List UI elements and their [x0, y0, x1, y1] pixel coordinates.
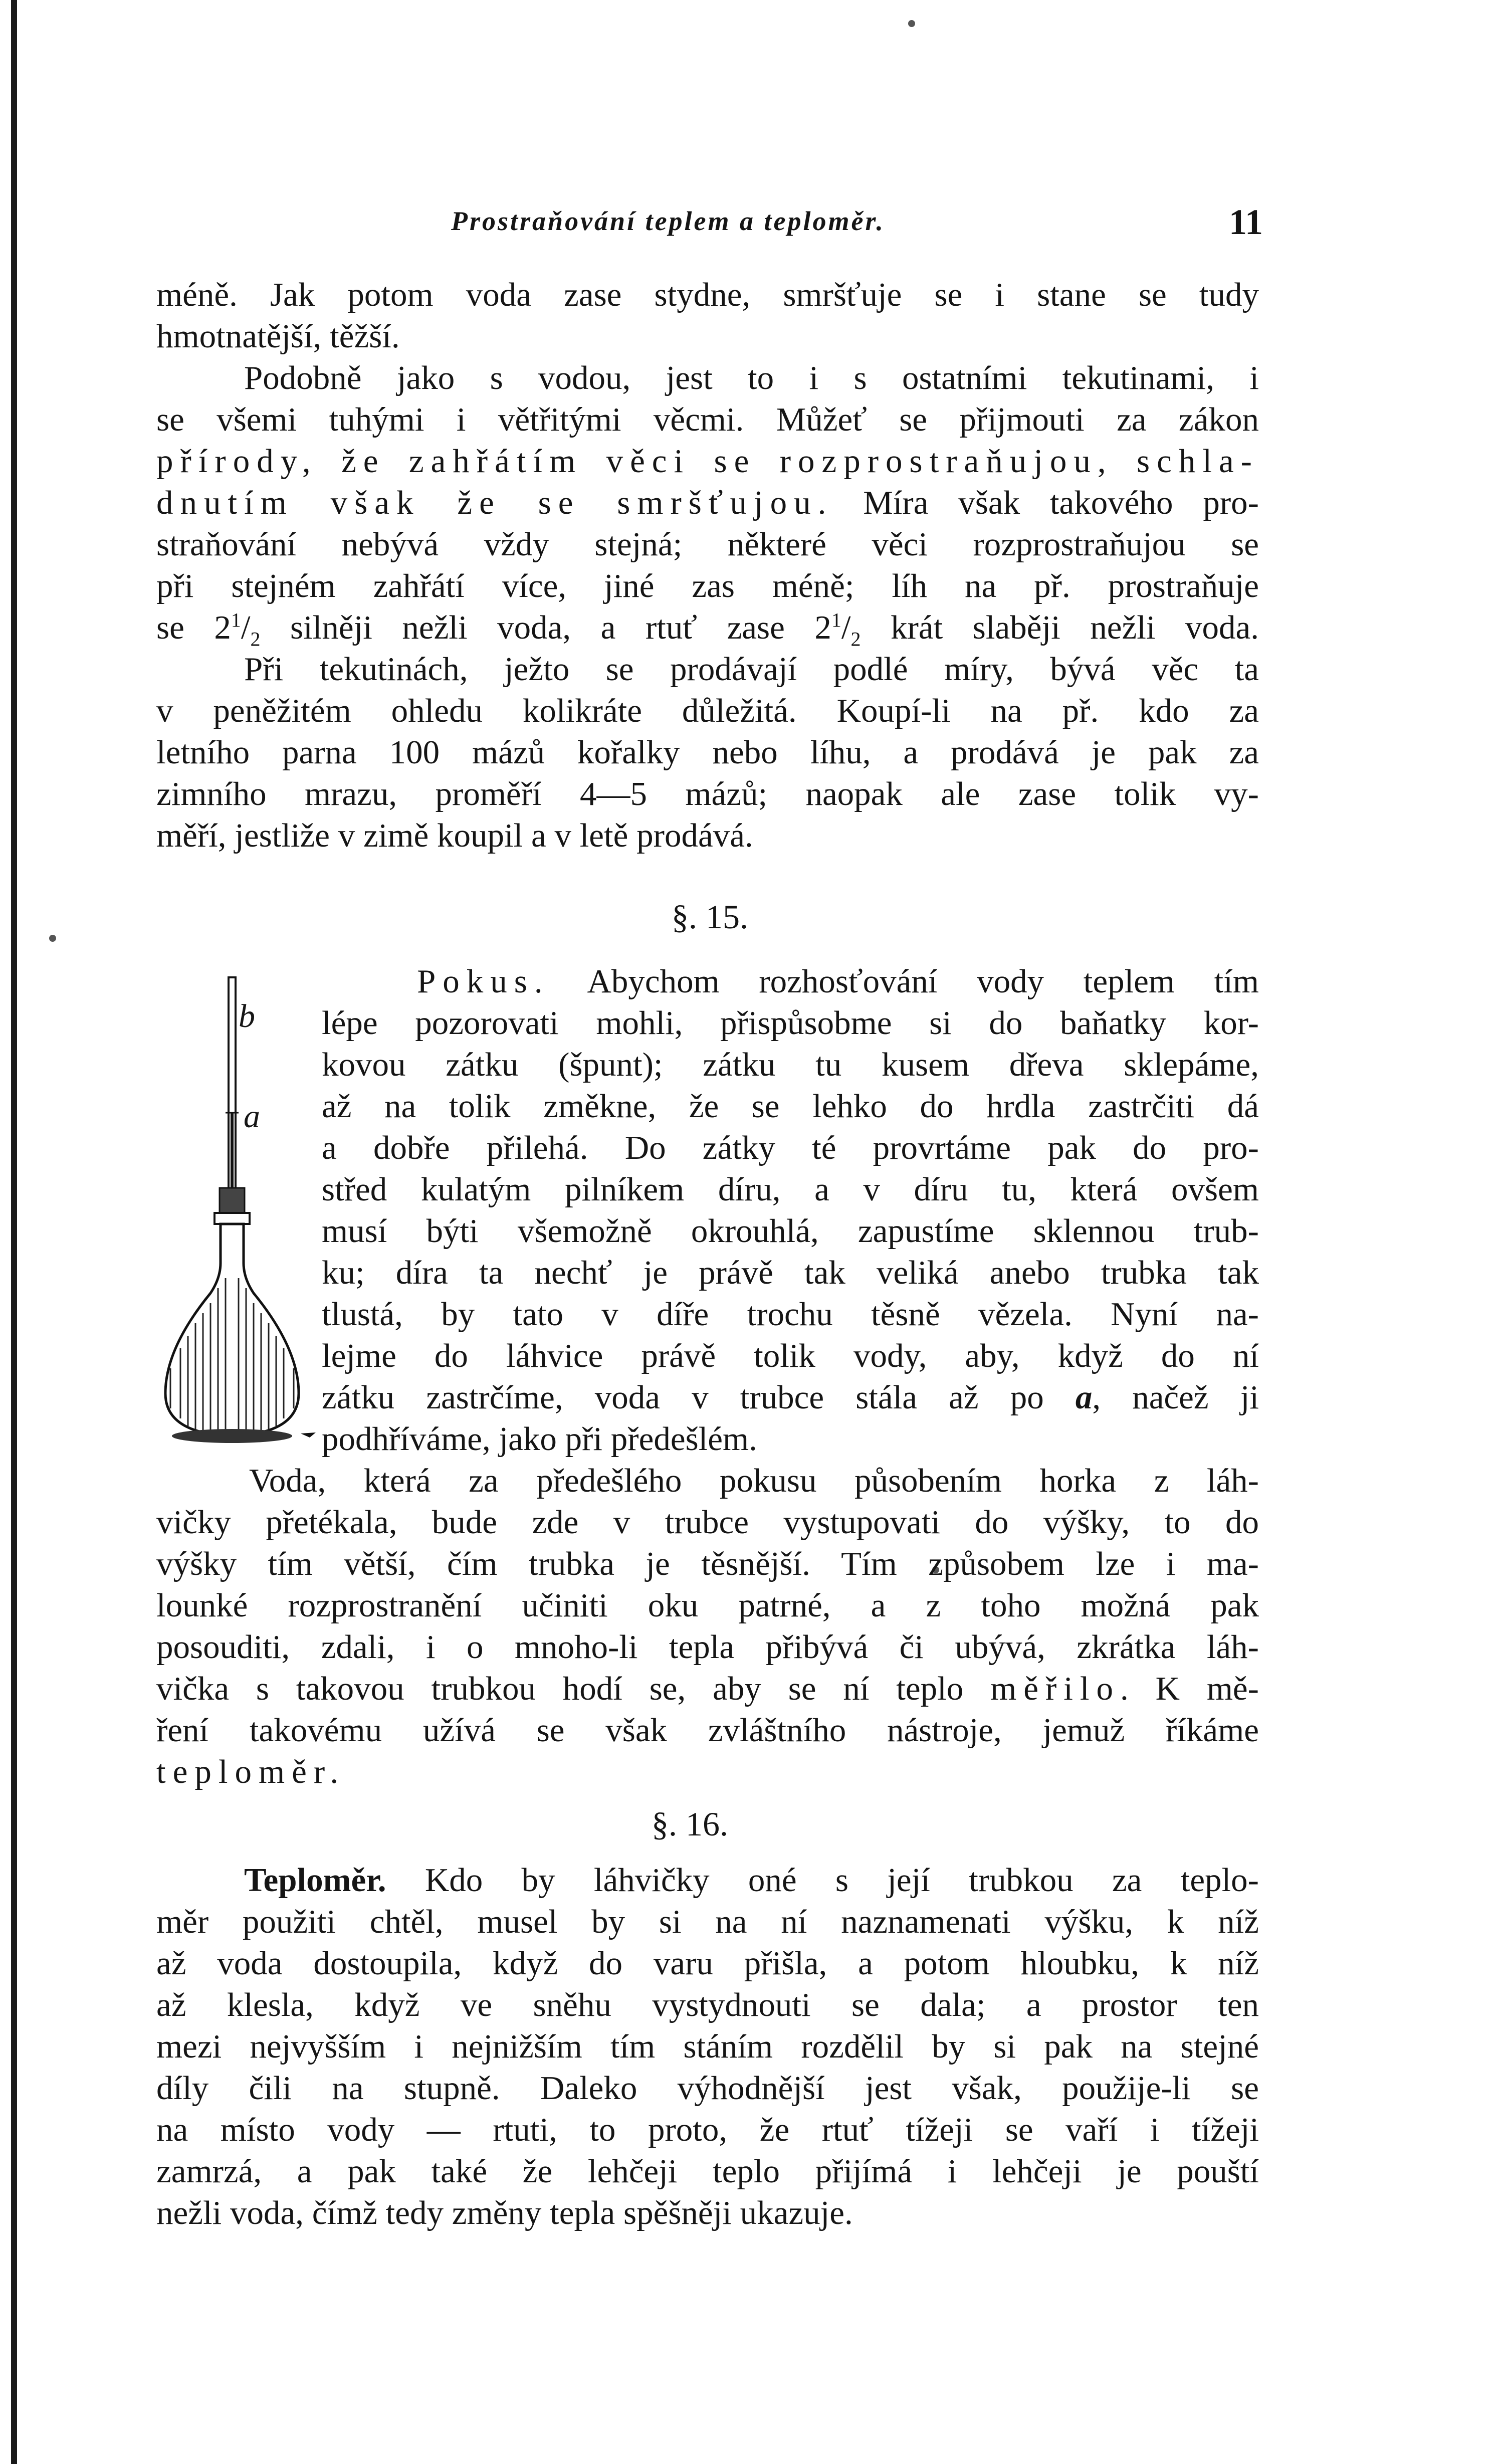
text-line: tlustá, by tato v díře trochu těsně vězela. Nyní na- [322, 1296, 1259, 1333]
text-line: až voda dostoupila, když do varu přišla, a potom hloubku, k níž [156, 1945, 1259, 1982]
flask-illustration [150, 967, 321, 1454]
flask-rim [214, 1213, 250, 1224]
text-line: výšky tím větší, čím trubka je těsnější. Tím způsobem lze i ma- [156, 1545, 1259, 1582]
text-line: musí býti všemožně okrouhlá, zapustíme sklennou trub- [322, 1212, 1259, 1250]
section-16-body [156, 1860, 1259, 2234]
flask-figure [150, 967, 321, 1454]
text-line: lépe pozorovati mohli, přispůsobme si do baňatky kor- [322, 1004, 1259, 1042]
text-line: dnutím však že se smršťujou. Míra však takového pro- [156, 484, 1259, 521]
text-line: podhříváme, jako při předešlém. [322, 1420, 757, 1458]
text-line: zátku zastrčíme, voda v trubce stála až po a, načež ji [322, 1379, 1259, 1416]
text-line: ření takovému užívá se však zvláštního nástroje, jemuž říkáme [156, 1712, 1259, 1749]
text-line: Při tekutinách, ježto se prodávají podlé míry, bývá věc ta [244, 651, 1259, 688]
flask-body [165, 1224, 299, 1436]
spaced-phrase: dnutím však že se smršťujou. [156, 484, 833, 521]
text-line-fraction: se $2^1/_2$ silněji nežli voda, a rtuť zase $2^1/_2$ krát slaběji nežli voda. [156, 608, 1259, 651]
merilo-word: měřilo [990, 1670, 1121, 1707]
text-line: Teploměr. Kdo by láhvičky oné s její trubkou za teplo- [244, 1862, 1259, 1899]
text-line: vička s takovou trubkou hodí se, aby se ní teplo měřilo. K mě- [156, 1670, 1259, 1707]
flask-base [172, 1429, 292, 1443]
text-line: lounké rozprostranění učiniti oku patrné, a z toho možná pak [156, 1587, 1259, 1624]
text-line: vičky přetékala, bude zde v trubce vystupovati do výšky, to do [156, 1504, 1259, 1541]
text-line: straňování nebývá vždy stejná; některé věci rozprostraňujou se [156, 526, 1259, 563]
text-line: až na tolik změkne, že se lehko do hrdla zastrčiti dá [322, 1088, 1259, 1125]
pokus-word: Pokus. [417, 963, 550, 1000]
text-line: teploměr. [156, 1753, 346, 1790]
section-heading: §. 16. [652, 1805, 728, 1843]
text-line: zimního mrazu, proměří 4—5 mázů; naopak ale zase tolik vy- [156, 775, 1259, 812]
text-line: až klesla, když ve sněhu vystydnouti se dala; a prostor ten [156, 1986, 1259, 2023]
page-header [451, 201, 1263, 242]
running-title: Prostraňování teplem a teploměr. [451, 206, 885, 236]
text-line: nežli voda, čímž tedy změny tepla spěšněji ukazuje. [156, 2194, 853, 2231]
text-line: zamrzá, a pak také že lehčeji teplo přijímá i lehčeji je pouští [156, 2153, 1259, 2190]
paragraph-block-1 [156, 274, 1259, 857]
text-line: letního parna 100 mázů kořalky nebo líhu, a prodává je pak za [156, 734, 1259, 771]
text-line: Voda, která za předešlého pokusu působením horka z láh- [249, 1462, 1259, 1499]
text-line: při stejném zahřátí více, jiné zas méně; líh na př. prostraňuje [156, 567, 1259, 604]
lead-word: Teploměr. [244, 1862, 386, 1899]
text-line: se všemi tuhými i větřitými věcmi. Můžeť se přijmouti za zákon [156, 401, 1259, 438]
text-line: Podobně jako s vodou, jest to i s ostatními tekutinami, i [244, 359, 1259, 396]
text-line: měří, jestliže v zimě koupil a v letě prodává. [156, 817, 753, 854]
text-line: kovou zátku (špunt); zátku tu kusem dřeva sklepáme, [322, 1046, 1259, 1083]
text-line: lejme do láhvice právě tolik vody, aby, když do ní [322, 1337, 1259, 1374]
text-line: hmotnatější, těžší. [156, 318, 400, 355]
text-line: díly čili na stupně. Daleko výhodnější jest však, použije-li se [156, 2070, 1259, 2107]
text-line: méně. Jak potom voda zase stydne, smršťuje se i stane se tudy [156, 276, 1259, 313]
text-line: a dobře přilehá. Do zátky té provrtáme pak do pro- [322, 1129, 1259, 1166]
text-line: ku; díra ta nechť je právě tak veliká anebo trubka tak [322, 1254, 1259, 1291]
speck-mark [49, 935, 56, 942]
figure-label-a: a [244, 1098, 260, 1135]
text-line: posouditi, zdali, i o mnoho-li tepla přibývá či ubývá, zkrátka láh- [156, 1628, 1259, 1666]
page-edge-rule [11, 0, 17, 2464]
text-line-spaced: přírody, že zahřátím věci se rozprostraňujou, schla- [156, 443, 1259, 480]
page-number: 11 [1228, 202, 1263, 242]
speck-mark [908, 20, 915, 27]
text-line: v peněžitém ohledu kolikráte důležitá. Koupí-li na př. kdo za [156, 692, 1259, 729]
text-line: mezi nejvyšším i nejnižším tím stáním rozdělil by si pak na stejné [156, 2028, 1259, 2065]
text-line: Pokus. Abychom rozhosťování vody teplem tím [417, 963, 1259, 1000]
text-line: měr použiti chtěl, musel by si na ní naznamenati výšku, k níž [156, 1903, 1259, 1940]
pointer-mark [301, 1432, 316, 1438]
text-line: na místo vody — rtuti, to proto, že rtuť tížeji se vaří i tížeji [156, 2111, 1259, 2148]
figure-label-b: b [239, 998, 255, 1035]
text-line: střed kulatým pilníkem díru, a v díru tu, která ovšem [322, 1171, 1259, 1208]
section-15-body [156, 961, 1259, 1793]
figure-ref-a: a [1075, 1379, 1093, 1416]
cork-stopper [220, 1188, 245, 1214]
section-heading: §. 15. [672, 898, 748, 936]
